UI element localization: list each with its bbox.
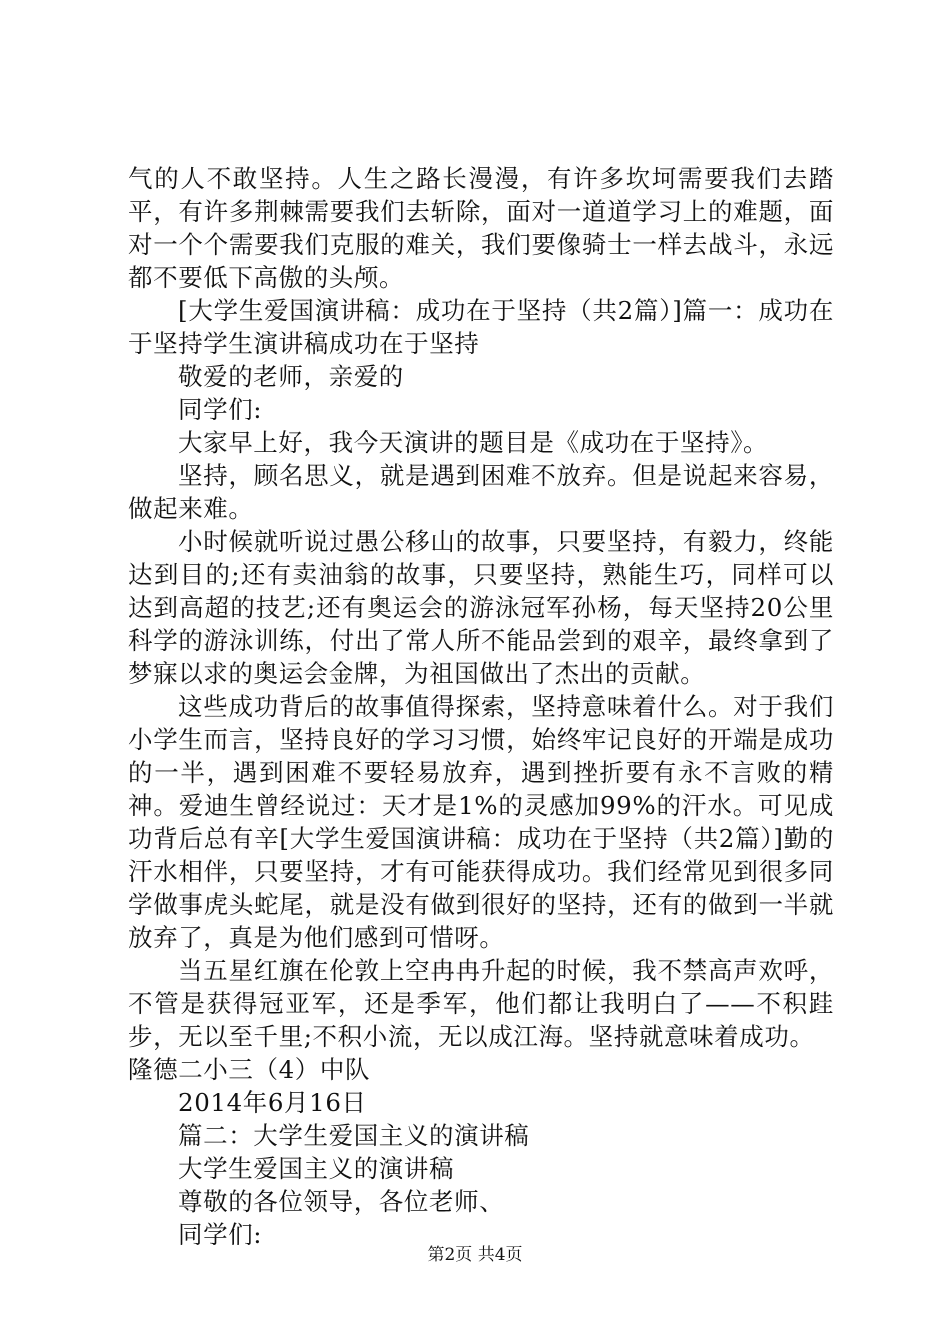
paragraph-greeting: 大家早上好，我今天演讲的题目是《成功在于坚持》。 bbox=[178, 428, 769, 457]
paragraph-date: 2014年6月16日 bbox=[178, 1088, 367, 1117]
paragraph-definition: 坚持，顾名思义，就是遇到困难不放弃。但是说起来容易，做起来难。 bbox=[128, 461, 834, 523]
paragraph-signature: 隆德二小三（4）中队 bbox=[128, 1055, 371, 1084]
paragraph-salutation: 敬爱的老师，亲爱的 bbox=[178, 362, 404, 391]
page-footer: 第2页 共4页 bbox=[427, 1245, 523, 1265]
paragraph-continuation: 气的人不敢坚持。人生之路长漫漫，有许多坎坷需要我们去踏平，有许多荆棘需要我们去斩除，面对一道道学习上的难题，面对一个个需要我们克服的难关，我们要像骑士一样去战斗，永远都不要低下高傲的头颅。 bbox=[128, 164, 834, 292]
paragraph-part-two-salutation: 尊敬的各位领导，各位老师、 bbox=[178, 1187, 505, 1216]
paragraph-part-two-heading: 篇二：大学生爱国主义的演讲稿 bbox=[178, 1121, 530, 1150]
paragraph-meaning: 这些成功背后的故事值得探索，坚持意味着什么。对于我们小学生而言，坚持良好的学习习惯，始终牢记良好的开端是成功的一半，遇到困难不要轻易放弃，遇到挫折要有永不言败的精神。爱迪生曾经说过：天才是1%的灵感加99%的汗水。可见成功背后总有辛[大学生爱国演讲稿：成功在于坚持（共2篇）]勤的汗水相伴，只要坚持，才有可能获得成功。我们经常见到很多同学做事虎头蛇尾，就是没有做到很好的坚持，还有的做到一半就放弃了，真是为他们感到可惜呀。 bbox=[128, 692, 834, 952]
paragraph-stories: 小时候就听说过愚公移山的故事，只要坚持，有毅力，终能达到目的;还有卖油翁的故事，只要坚持，熟能生巧，同样可以达到高超的技艺;还有奥运会的游泳冠军孙杨，每天坚持20公里科学的游泳训练，付出了常人所不能品尝到的艰辛，最终拿到了梦寐以求的奥运会金牌，为祖国做出了杰出的贡献。 bbox=[128, 527, 834, 688]
paragraph-conclusion: 当五星红旗在伦敦上空冉冉升起的时候，我不禁高声欢呼，不管是获得冠亚军，还是季军，他们都让我明白了——不积跬步，无以至千里;不积小流，无以成江海。坚持就意味着成功。 bbox=[128, 956, 834, 1051]
paragraph-salutation-classmates: 同学们: bbox=[178, 395, 263, 424]
document-body bbox=[128, 162, 834, 1251]
paragraph-article-heading: [大学生爱国演讲稿：成功在于坚持（共2篇）]篇一：成功在于坚持学生演讲稿成功在于坚持 bbox=[128, 296, 834, 358]
paragraph-part-two-classmates: 同学们: bbox=[178, 1220, 263, 1249]
paragraph-part-two-title: 大学生爱国主义的演讲稿 bbox=[178, 1154, 455, 1183]
